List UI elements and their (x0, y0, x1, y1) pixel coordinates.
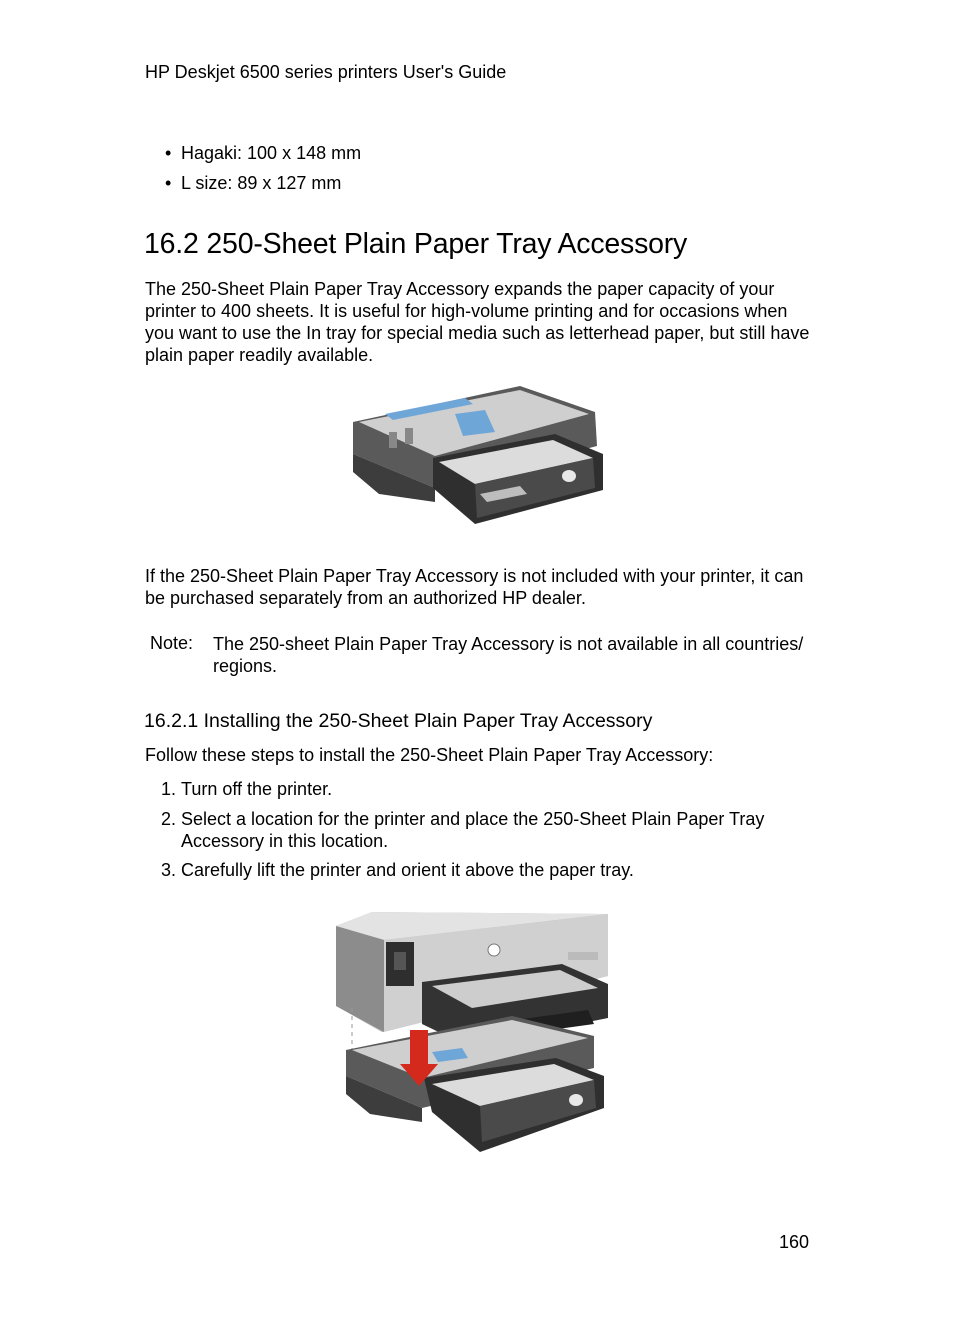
bullet-marker: • (165, 143, 172, 163)
intro-line: you want to use the In tray for special media such as letterhead paper, but still have (145, 323, 810, 343)
step-item (160, 859, 634, 881)
step-number: 1. (160, 779, 176, 799)
section-title: 16.2 250-Sheet Plain Paper Tray Accessory (144, 228, 688, 260)
intro-line: plain paper readily available. (145, 345, 374, 365)
step-number: 3. (160, 860, 176, 880)
purchase-paragraph (145, 565, 825, 609)
subsection-title: 16.2.1 Installing the 250-Sheet Plain Paper Tray Accessory (144, 710, 653, 732)
note-label: Note: (150, 633, 194, 653)
note-text (213, 633, 813, 677)
page-header: HP Deskjet 6500 series printers User's Guide (145, 62, 507, 82)
step-number: 2. (160, 809, 176, 829)
subsection-intro: Follow these steps to install the 250-Sheet Plain Paper Tray Accessory: (145, 745, 714, 765)
purchase-line: be purchased separately from an authorized HP dealer. (145, 588, 586, 608)
intro-line: The 250-Sheet Plain Paper Tray Accessory expands the paper capacity of your (145, 279, 775, 299)
section-intro (145, 278, 825, 366)
step-item (160, 778, 333, 800)
note-line: regions. (213, 656, 278, 676)
paper-tray-illustration (345, 384, 607, 530)
step-text: Carefully lift the printer and orient it above the paper tray. (181, 860, 634, 880)
list-item-text: L size: 89 x 127 mm (181, 173, 342, 193)
list-item (165, 173, 342, 194)
step-text: Accessory in this location. (181, 831, 389, 851)
page-number: 160 (779, 1232, 810, 1252)
list-item-text: Hagaki: 100 x 148 mm (181, 143, 362, 163)
note-line: The 250-sheet Plain Paper Tray Accessory is not available in all countries/ (213, 634, 804, 654)
intro-line: printer to 400 sheets. It is useful for high-volume printing and for occasions when (145, 301, 788, 321)
step-item (160, 808, 765, 852)
list-item (165, 143, 362, 164)
bullet-marker: • (165, 173, 172, 193)
purchase-line: If the 250-Sheet Plain Paper Tray Accessory is not included with your printer, it can (145, 566, 804, 586)
step-text: Select a location for the printer and place the 250-Sheet Plain Paper Tray (181, 809, 765, 829)
step-text: Turn off the printer. (181, 779, 333, 799)
printer-installation-illustration (332, 908, 608, 1154)
